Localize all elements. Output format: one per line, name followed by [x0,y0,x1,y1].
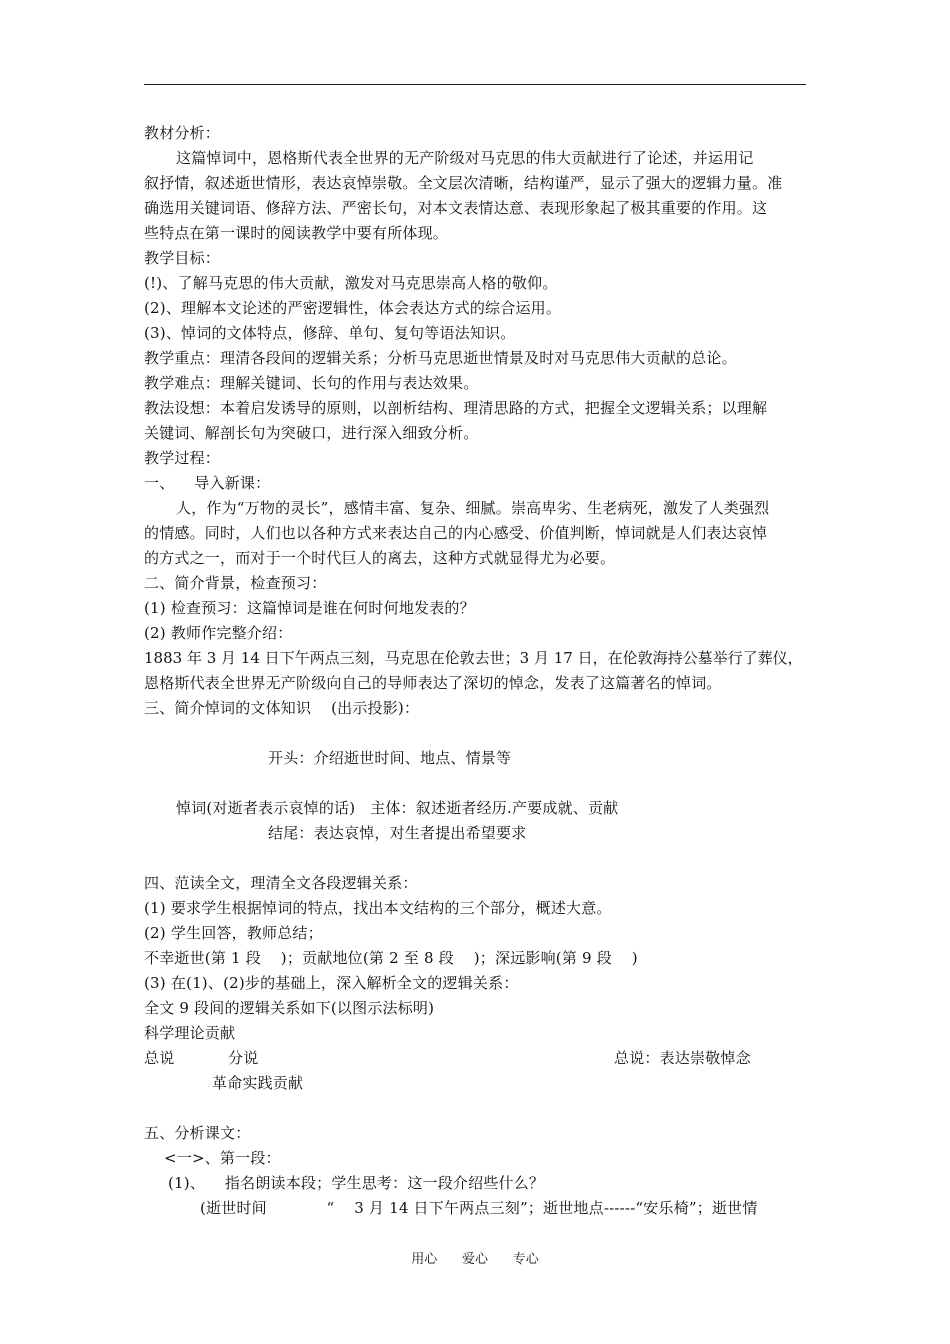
paragraph-line: 不幸逝世(第 1 段 )；贡献地位(第 2 至 8 段 )；深远影响(第 9 段 ) [144,949,638,967]
subsection-heading: <一>、第一段： [164,1149,281,1167]
paragraph-line: (逝世时间 “ 3 月 14 日下午两点三刻”；逝世地点------“安乐椅”；逝世情 [200,1199,758,1217]
diagram-label: 革命实践贡献 [212,1074,304,1092]
list-item: (2) 学生回答，教师总结； [144,924,323,942]
goal-item: (2)、理解本文论述的严密逻辑性，体会表达方式的综合运用。 [144,299,562,317]
list-item: (2) 教师作完整介绍： [144,624,293,642]
section-heading: 四、范读全文，理清全文各段逻辑关系： [144,874,418,892]
structure-ending: 结尾：表达哀悼，对生者提出希望要求 [268,824,527,842]
paragraph-line: 叙抒情，叙述逝世情形，表达哀悼崇敬。全文层次清晰，结构谨严，显示了强大的逻辑力量。准 [144,174,783,192]
goal-item: (!)、了解马克思的伟大贡献，激发对马克思崇高人格的敬仰。 [144,274,558,292]
diagram-label: 总说：表达崇敬悼念 [614,1049,751,1067]
list-item: (3) 在(1)、(2)步的基础上，深入解析全文的逻辑关系： [144,974,519,992]
diagram-label: 总说 [144,1049,175,1067]
teaching-difficulty: 教学难点：理解关键词、长句的作用与表达效果。 [144,374,479,392]
diagram-label: 分说 [228,1049,259,1067]
section-heading: 一、 导入新课： [144,474,271,492]
heading-teaching-process: 教学过程： [144,449,221,467]
paragraph-line: 恩格斯代表全世界无产阶级向自己的导师表达了深切的悼念，发表了这篇著名的悼词。 [144,674,722,692]
diagram-label: 科学理论贡献 [144,1024,236,1042]
section-heading: 五、分析课文： [144,1124,251,1142]
heading-material-analysis: 教材分析： [144,124,221,142]
structure-opening: 开头：介绍逝世时间、地点、情景等 [268,749,512,767]
list-item: (1) 要求学生根据悼词的特点，找出本文结构的三个部分，概述大意。 [144,899,612,917]
paragraph-line: 确选用关键词语、修辞方法、严密长句，对本文表情达意、表现形象起了极其重要的作用。这 [144,199,768,217]
paragraph-line: 的方式之一，而对于一个时代巨人的离去，这种方式就显得尤为必要。 [144,549,616,567]
structure-body: 悼词(对逝者表示哀悼的话) 主体：叙述逝者经历.产要成就、贡献 [176,799,619,817]
teaching-focus: 教学重点：理清各段间的逻辑关系；分析马克思逝世情景及时对马克思伟大贡献的总论。 [144,349,737,367]
paragraph-line: 这篇悼词中，恩格斯代表全世界的无产阶级对马克思的伟大贡献进行了论述，并运用记 [176,149,754,167]
section-heading: 三、简介悼词的文体知识 (出示投影)： [144,699,420,717]
goal-item: (3)、悼词的文体特点，修辞、单句、复句等语法知识。 [144,324,516,342]
method-line: 关键词、解剖长句为突破口，进行深入细致分析。 [144,424,479,442]
list-item: (1)、 指名朗读本段；学生思考：这一段介绍些什么？ [168,1174,545,1192]
page-footer: 用心 爱心 专心 [411,1252,539,1267]
section-heading: 二、简介背景，检查预习： [144,574,327,592]
paragraph-line: 1883 年 3 月 14 日下午两点三刻，马克思在伦敦去世；3 月 17 日，在伦敦海持公墓举行了葬仪， [144,649,803,667]
list-item: (1) 检查预习：这篇悼词是谁在何时何地发表的？ [144,599,475,617]
paragraph-line: 人，作为“万物的灵长”，感情丰富、复杂、细腻。崇高卑劣、生老病死，激发了人类强烈 [176,499,770,517]
paragraph-line: 些特点在第一课时的阅读教学中要有所体现。 [144,224,449,242]
paragraph-line: 的情感。同时，人们也以各种方式来表达自己的内心感受、价值判断，悼词就是人们表达哀悼 [144,524,768,542]
method-line: 教法设想：本着启发诱导的原则，以剖析结构、理清思路的方式，把握全文逻辑关系；以理解 [144,399,768,417]
header-rule [144,84,806,85]
heading-teaching-goals: 教学目标： [144,249,221,267]
paragraph-line: 全文 9 段间的逻辑关系如下(以图示法标明) [144,999,435,1017]
